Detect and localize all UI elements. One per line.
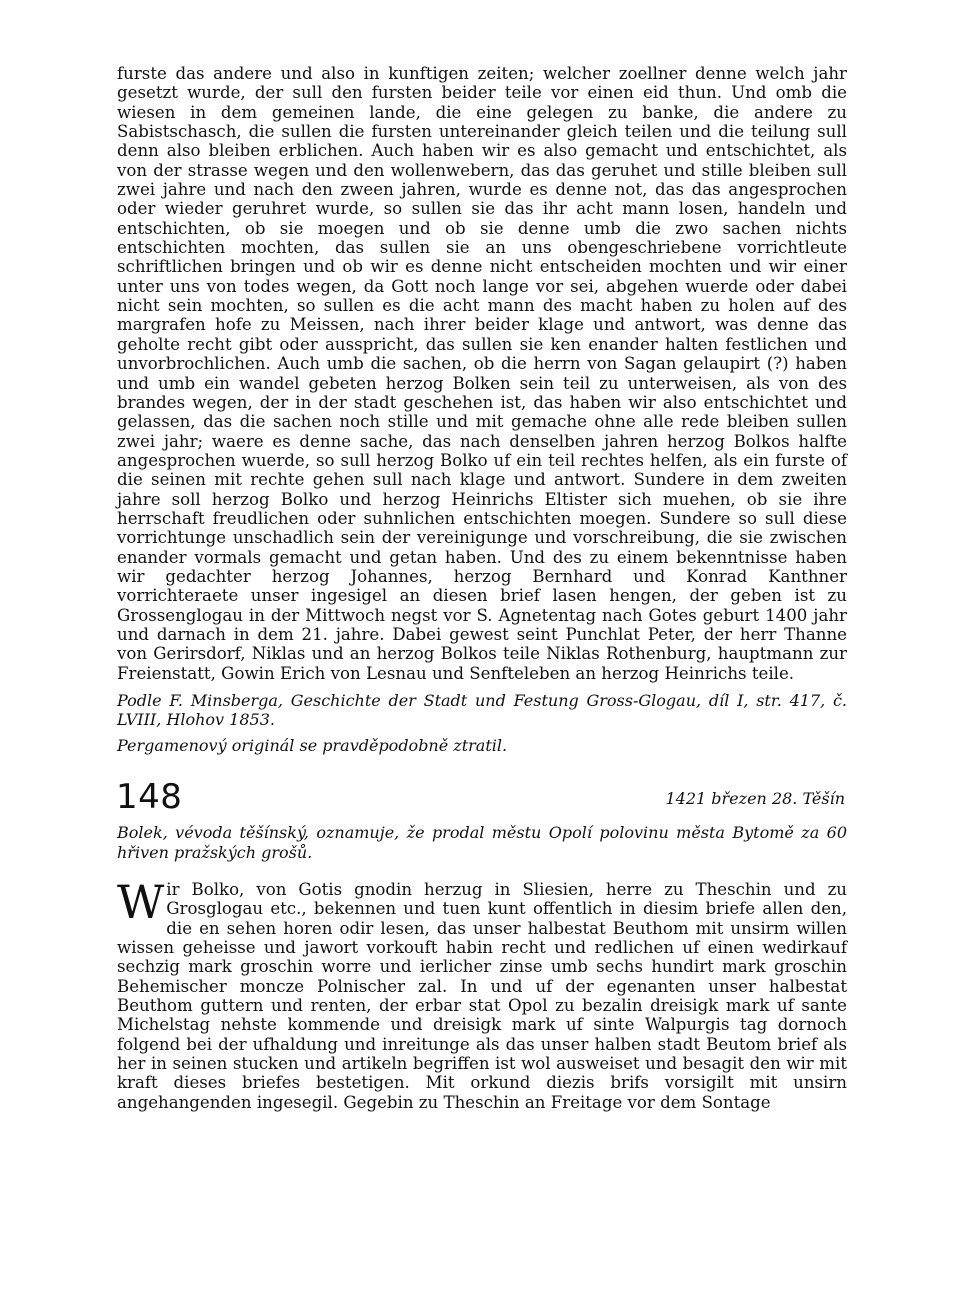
document-number: 148	[116, 777, 183, 818]
source-citation: Podle F. Minsberga, Geschichte der Stadt und Festung Gross-Glogau, díl I, str. 417, č. LVIII, Hlohov 1853.	[117, 691, 847, 730]
drop-cap-initial: W	[117, 875, 165, 930]
original-note: Pergamenový originál se pravděpodobně ztratil.	[117, 735, 508, 755]
document-page	[117, 64, 847, 1112]
charter-body: ir Bolko, von Gotis gnodin herzug in Sliesien, herre zu Theschin und zu Grosglogau etc., bekennen und tuen kunt offentlich in diesim briefe allen den, die en sehen horen odir lesen, das unser halbestat Beuthom mit unsirm willen wissen geheisse und jawort vorkouft habin recht und redlichen uf einen wedirkauf sechzig mark groschin worre und ierlicher zinse umb sechs hundirt mark groschin Behemischer moncze Polnischer zal. In und uf der egenanten unser halbestat Beuthom guttern und renten, der erbar stat Opol zu bezalin dreisigk mark uf sante Michelstag nehste kommende und dreisigk mark uf sinte Walpurgis tag dornoch folgend bei der ufhaldung und inreitunge als das unser halben stadt Beutom brief als her in seinen stucken und artikeln begriffen ist wol ausweiset und besagit den wir mit kraft dieses briefes bestetigen. Mit orkund diezis brifs vorsigilt mit unsirn angehangenden ingesegil. Gegebin zu Theschin an Freitage vor dem Sontage	[117, 880, 847, 1112]
document-regest: Bolek, vévoda těšínský, oznamuje, že prodal městu Opolí polovinu města Bytomě za 60 hřiven pražských grošů.	[117, 823, 847, 862]
document-date-place: 1421 březen 28. Těšín	[665, 789, 845, 809]
charter-text	[117, 875, 847, 1112]
continuation-paragraph: furste das andere und also in kunftigen zeiten; welcher zoellner denne welch jahr gesetzt wurde, der sull den fursten beider teile vor einen eid thun. Und omb die wiesen in dem gemeinen lande, die eine gelegen zu banke, die andere zu Sabistschasch, die sullen die fursten untereinander gleich teilen und die teilung sull denn also bleiben erblichen. Auch haben wir es also gemacht und entschichtet, als von der strasse wegen und den wollenwebern, das das geruhet und stille bleiben sull zwei jahre und nach den zween jahren, wurde es denne not, das das angesprochen oder wieder geruhret wurde, so sullen sie das ihr acht mann losen, handeln und entschichten, ob sie moegen und ob sie denne umb die zwo sachen nichts entschichten mochten, das sullen sie an uns obengeschriebene vorrichtleute schriftlichen bringen und ob wir es denne nicht entscheiden mochten und wir einer unter uns von todes wegen, da Gott noch lange vor sei, abgehen wuerde oder dabei nicht sein mochten, so sullen es die acht mann des macht haben zu holen auf des margrafen hofe zu Meissen, nach ihrer beider klage und antwort, was denne das geholte recht gibt oder ausspricht, das sullen sie ken enander halten festlichen und unvorbrochlichen. Auch umb die sachen, ob die herrn von Sagan gelaupirt (?) haben und umb ein wandel gebeten herzog Bolken sein teil zu unterweisen, als von des brandes wegen, der in der stadt geschehen ist, das haben wir also entschichtet und gelassen, das die sachen noch stille und mit gemache ohne alle rede bleiben sullen zwei jahr; waere es denne sache, das nach denselben jahren herzog Bolkos halfte angesprochen wuerde, so sull herzog Bolko uf ein teil rechtes helfen, als ein furste of die seinen mit rechte gehen sull nach klage und antwort. Sundere in dem zweiten jahre soll herzog Bolko und herzog Heinrichs Eltister sich muehen, ob sie ihre herrschaft freudlichen oder suhnlichen entschichten moegen. Sundere so sull diese vorrichtunge unschadlich sein der vereinigunge und vorschreibung, die sie zwischen enander vormals gemacht und getan haben. Und des zu einem bekenntnisse haben wir gedachter herzog Johannes, herzog Bernhard und Konrad Kanthner vorrichteraete unser ingesigel an diesen brief lasen hengen, der geben ist zu Grossenglogau in der Mittwoch negst vor S. Agnetentag nach Gotes geburt 1400 jahr und darnach in dem 21. jahre. Dabei gewest seint Punchlat Peter, der herr Thanne von Gerirsdorf, Niklas und an herzog Bolkos teile Niklas Rothenburg, hauptmann zur Freienstatt, Gowin Erich von Lesnau und Senfteleben an herzog Heinrichs teile.	[117, 64, 847, 683]
document-header	[117, 777, 847, 821]
